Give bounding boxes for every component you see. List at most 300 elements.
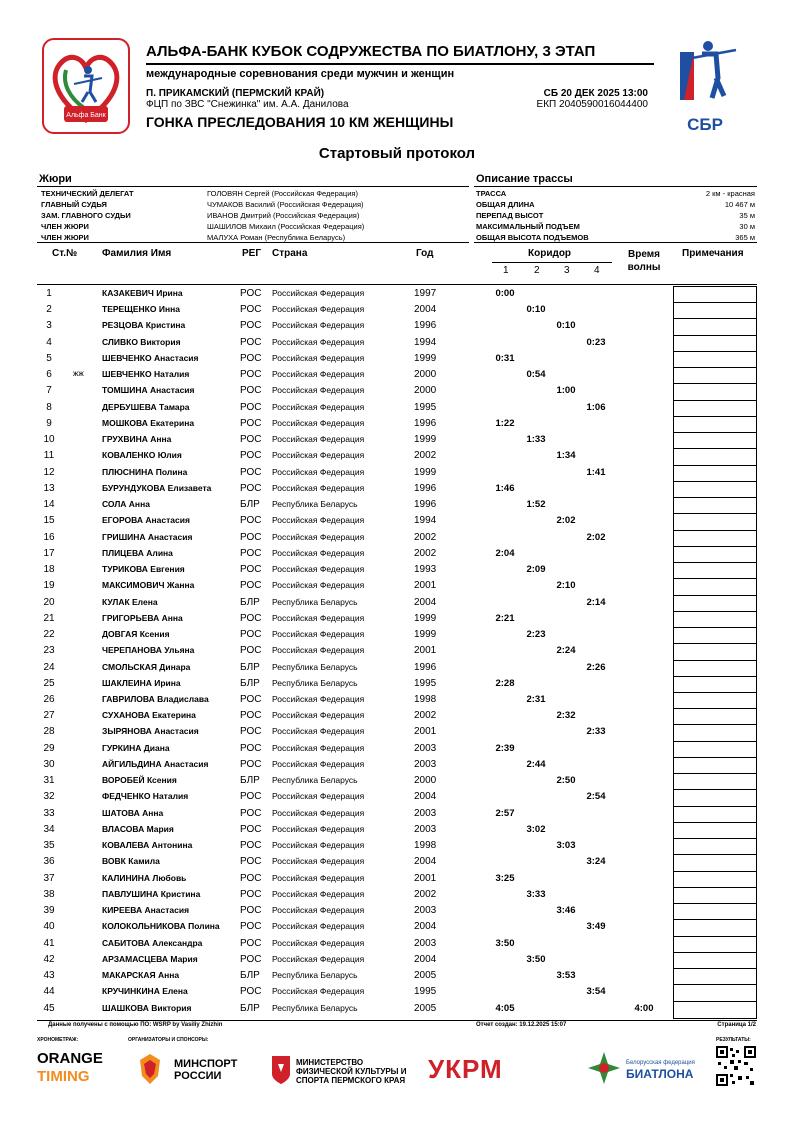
- athlete-region: РОС: [240, 758, 262, 770]
- athlete-region: РОС: [240, 580, 262, 592]
- athlete-region: РОС: [240, 905, 262, 917]
- athlete-country: Российская Федерация: [272, 369, 365, 380]
- alfa-bank-cup-logo: [42, 38, 130, 134]
- athlete-year: 2000: [414, 385, 437, 397]
- table-row: [0, 481, 794, 497]
- notes-cell: [673, 351, 757, 368]
- athlete-name: ТУРИКОВА Евгения: [102, 564, 185, 575]
- start-number: 2: [46, 304, 52, 316]
- start-time: 1:06: [586, 401, 606, 413]
- notes-cell: [673, 465, 757, 482]
- athlete-region: РОС: [240, 434, 262, 446]
- notes-cell: [673, 871, 757, 888]
- start-number: 6: [46, 369, 52, 381]
- track-value: 365 м: [735, 233, 755, 242]
- start-number: 33: [43, 807, 55, 819]
- track-label: ОБЩАЯ ДЛИНА: [476, 200, 535, 209]
- athlete-year: 1996: [414, 499, 437, 511]
- notes-cell: [673, 887, 757, 904]
- athlete-year: 1999: [414, 352, 437, 364]
- athlete-year: 2003: [414, 807, 437, 819]
- start-number: 13: [43, 482, 55, 494]
- table-row: [0, 465, 794, 481]
- athlete-country: Российская Федерация: [272, 807, 365, 818]
- race-title: ГОНКА ПРЕСЛЕДОВАНИЯ 10 КМ ЖЕНЩИНЫ: [146, 114, 454, 130]
- start-number: 8: [46, 401, 52, 413]
- notes-cell: [673, 611, 757, 628]
- notes-cell: [673, 335, 757, 352]
- athlete-country: Российская Федерация: [272, 564, 365, 575]
- table-row: [0, 302, 794, 318]
- orange-timing-line2: TIMING: [37, 1068, 90, 1085]
- perm-ministry-line2: ФИЗИЧЕСКОЙ КУЛЬТУРЫ И: [296, 1067, 407, 1076]
- athlete-year: 1996: [414, 320, 437, 332]
- athlete-country: Российская Федерация: [272, 417, 365, 428]
- athlete-year: 2001: [414, 645, 437, 657]
- table-row: [0, 919, 794, 935]
- athlete-name: БУРУНДУКОВА Елизавета: [102, 482, 212, 493]
- athlete-year: 2002: [414, 450, 437, 462]
- start-time: 3:54: [586, 986, 606, 998]
- table-row: [0, 757, 794, 773]
- start-number: 43: [43, 970, 55, 982]
- athlete-year: 2000: [414, 775, 437, 787]
- athlete-year: 1997: [414, 288, 437, 299]
- jury-role: ЧЛЕН ЖЮРИ: [41, 233, 89, 242]
- athlete-name: КИРЕЕВА Анастасия: [102, 905, 190, 916]
- start-time: 0:10: [526, 304, 546, 316]
- athlete-year: 2003: [414, 758, 437, 770]
- athlete-region: РОС: [240, 466, 262, 478]
- athlete-region: РОС: [240, 742, 262, 754]
- athlete-year: 1994: [414, 336, 437, 348]
- col-name: Фамилия Имя: [102, 248, 172, 259]
- table-row: [0, 773, 794, 789]
- athlete-region: РОС: [240, 417, 262, 429]
- table-row: [0, 854, 794, 870]
- notes-cell: [673, 448, 757, 465]
- notes-cell: [673, 854, 757, 871]
- corridor-divider: [492, 262, 612, 263]
- left-logo-text: Альфа Банк: [66, 112, 106, 119]
- table-row: [0, 984, 794, 1000]
- start-number: 42: [43, 953, 55, 965]
- notes-cell: [673, 286, 757, 303]
- athlete-year: 2002: [414, 710, 437, 722]
- start-time: 2:39: [495, 742, 515, 754]
- biathlon-federation-line2: БИАТЛОНА: [626, 1067, 694, 1081]
- athlete-name: МАКСИМОВИЧ Жанна: [102, 580, 195, 591]
- table-row: [0, 692, 794, 708]
- report-created: Отчет создан: 19.12.2025 15:07: [476, 1022, 567, 1028]
- athlete-country: Российская Федерация: [272, 758, 365, 769]
- athlete-country: Российская Федерация: [272, 320, 365, 331]
- start-number: 21: [43, 612, 55, 624]
- biathlon-federation-emblem-icon: [586, 1050, 622, 1086]
- notes-cell: [673, 822, 757, 839]
- athlete-country: Республика Беларусь: [272, 677, 358, 688]
- athlete-name: ГРУХВИНА Анна: [102, 434, 172, 445]
- athlete-country: Российская Федерация: [272, 872, 365, 883]
- athlete-name: ВОРОБЕЙ Ксения: [102, 775, 177, 786]
- table-row: [0, 530, 794, 546]
- athlete-year: 1996: [414, 661, 437, 673]
- table-row: [0, 887, 794, 903]
- start-number: 14: [43, 499, 55, 511]
- table-row: [0, 724, 794, 740]
- athlete-year: 1999: [414, 629, 437, 641]
- start-number: 34: [43, 823, 55, 835]
- table-row: [0, 513, 794, 529]
- athlete-region: РОС: [240, 515, 262, 527]
- athlete-country: Российская Федерация: [272, 937, 365, 948]
- notes-cell: [673, 903, 757, 920]
- table-row: [0, 903, 794, 919]
- athlete-country: Российская Федерация: [272, 888, 365, 899]
- table-row: [0, 578, 794, 594]
- table-row: [0, 367, 794, 383]
- notes-cell: [673, 919, 757, 936]
- minsport-text: [174, 1058, 237, 1082]
- athlete-country: Российская Федерация: [272, 612, 365, 623]
- start-time: 3:53: [556, 970, 576, 982]
- col-corridor-3: 3: [564, 265, 570, 276]
- athlete-country: Российская Федерация: [272, 580, 365, 591]
- athlete-region: РОС: [240, 823, 262, 835]
- athlete-country: Республика Беларусь: [272, 596, 358, 607]
- timing-label: ХРОНОМЕТРАЖ:: [37, 1037, 79, 1043]
- start-time: 2:23: [526, 629, 546, 641]
- start-time: 0:23: [586, 336, 606, 348]
- athlete-name: ГУРКИНА Диана: [102, 742, 170, 753]
- start-time: 2:32: [556, 710, 576, 722]
- jury-table: [37, 186, 469, 243]
- start-number: 27: [43, 710, 55, 722]
- athlete-name: КОВАЛЕВА Антонина: [102, 840, 193, 851]
- start-time: 2:44: [526, 758, 546, 770]
- track-row: [476, 211, 755, 222]
- athlete-year: 2005: [414, 970, 437, 982]
- athlete-country: Республика Беларусь: [272, 775, 358, 786]
- athlete-year: 2003: [414, 823, 437, 835]
- notes-cell: [673, 383, 757, 400]
- athlete-name: СМОЛЬСКАЯ Динара: [102, 661, 191, 672]
- athlete-region: БЛР: [240, 661, 260, 673]
- start-number: 28: [43, 726, 55, 738]
- notes-cell: [673, 968, 757, 985]
- orange-timing-logo: [37, 1050, 107, 1090]
- title-divider: [146, 63, 654, 65]
- athlete-year: 1995: [414, 401, 437, 413]
- athlete-name: СОЛА Анна: [102, 499, 150, 510]
- event-date: СБ 20 ДЕК 2025 13:00: [543, 88, 648, 99]
- notes-cell: [673, 838, 757, 855]
- perm-ministry-line1: МИНИСТЕРСТВО: [296, 1058, 364, 1067]
- notes-cell: [673, 400, 757, 417]
- table-row: [0, 741, 794, 757]
- athlete-region: РОС: [240, 564, 262, 576]
- athlete-name: КОВАЛЕНКО Юлия: [102, 450, 182, 461]
- athlete-country: Российская Федерация: [272, 450, 365, 461]
- start-number: 7: [46, 385, 52, 397]
- notes-cell: [673, 416, 757, 433]
- notes-cell: [673, 773, 757, 790]
- athlete-country: Российская Федерация: [272, 791, 365, 802]
- minsport-emblem-icon: [134, 1050, 166, 1088]
- athlete-name: ФЕДЧЕНКО Наталия: [102, 791, 189, 802]
- col-corridor-2: 2: [534, 265, 540, 276]
- athlete-country: Российская Федерация: [272, 288, 365, 298]
- athlete-country: Российская Федерация: [272, 336, 365, 347]
- athlete-country: Российская Федерация: [272, 547, 365, 558]
- start-time: 3:33: [526, 888, 546, 900]
- start-number: 45: [43, 1002, 55, 1014]
- notes-cell: [673, 741, 757, 758]
- athlete-name: СУХАНОВА Екатерина: [102, 710, 196, 721]
- jury-member: МАЛУХА Роман (Республика Беларусь): [207, 233, 346, 242]
- notes-cell: [673, 546, 757, 563]
- jury-role: ЗАМ. ГЛАВНОГО СУДЬИ: [41, 211, 131, 220]
- athlete-name: КАЛИНИНА Любовь: [102, 872, 187, 883]
- notes-cell: [673, 660, 757, 677]
- start-time: 3:25: [495, 872, 515, 884]
- start-time: 2:09: [526, 564, 546, 576]
- track-value: 10 467 м: [724, 200, 755, 209]
- ukrm-logo: УКРМ: [428, 1054, 503, 1084]
- perm-ministry-text: [296, 1058, 406, 1085]
- notes-cell: [673, 562, 757, 579]
- track-row: [476, 200, 755, 211]
- start-number: 40: [43, 921, 55, 933]
- table-row: [0, 351, 794, 367]
- minsport-line2: РОССИИ: [174, 1070, 222, 1082]
- athlete-year: 1996: [414, 417, 437, 429]
- athlete-year: 1994: [414, 515, 437, 527]
- table-row: [0, 968, 794, 984]
- start-number: 41: [43, 937, 55, 949]
- notes-cell: [673, 481, 757, 498]
- notes-cell: [673, 367, 757, 384]
- start-time: 3:02: [526, 823, 546, 835]
- athlete-year: 2000: [414, 369, 437, 381]
- athlete-year: 2002: [414, 888, 437, 900]
- start-number: 17: [43, 547, 55, 559]
- event-subtitle: международные соревнования среди мужчин и женщин: [146, 68, 455, 80]
- start-time: 1:00: [556, 385, 576, 397]
- track-value: 30 м: [739, 222, 755, 231]
- athlete-country: Российская Федерация: [272, 385, 365, 396]
- start-time: 1:33: [526, 434, 546, 446]
- notes-cell: [673, 432, 757, 449]
- biathlon-federation-line1: Белорусская федерация: [626, 1060, 695, 1066]
- start-number: 1: [46, 288, 52, 299]
- athlete-name: ПАВЛУШИНА Кристина: [102, 888, 201, 899]
- start-time: 2:24: [556, 645, 576, 657]
- table-row: [0, 595, 794, 611]
- results-qr-code[interactable]: [716, 1046, 756, 1086]
- start-number: 24: [43, 661, 55, 673]
- athlete-year: 2004: [414, 856, 437, 868]
- notes-cell: [673, 952, 757, 969]
- athlete-country: Российская Федерация: [272, 953, 365, 964]
- ekp-number: ЕКП 2040590016044400: [536, 99, 648, 110]
- results-label: РЕЗУЛЬТАТЫ:: [716, 1037, 751, 1043]
- athlete-mark: жж: [73, 369, 84, 379]
- start-time: 0:10: [556, 320, 576, 332]
- athlete-region: РОС: [240, 694, 262, 705]
- table-row: [0, 1001, 794, 1017]
- notes-cell: [673, 789, 757, 806]
- jury-member: ИВАНОВ Дмитрий (Российская Федерация): [207, 211, 360, 220]
- athlete-year: 2004: [414, 596, 437, 608]
- table-row: [0, 627, 794, 643]
- athlete-year: 2004: [414, 304, 437, 316]
- start-time: 2:10: [556, 580, 576, 592]
- athlete-name: АЙГИЛЬДИНА Анастасия: [102, 758, 209, 769]
- location: П. ПРИКАМСКИЙ (ПЕРМСКИЙ КРАЙ): [146, 88, 325, 99]
- table-row: [0, 432, 794, 448]
- notes-cell: [673, 757, 757, 774]
- notes-cell: [673, 497, 757, 514]
- athlete-country: Российская Федерация: [272, 352, 365, 363]
- athlete-country: Российская Федерация: [272, 726, 365, 737]
- venue: ФЦП по ЗВС "Снежинка" им. А.А. Данилова: [146, 99, 349, 110]
- track-value: 35 м: [739, 211, 755, 220]
- athlete-name: ШАШКОВА Виктория: [102, 1002, 192, 1013]
- athlete-name: СЛИВКО Виктория: [102, 336, 181, 347]
- start-time: 1:22: [495, 417, 515, 429]
- jury-role: ТЕХНИЧЕСКИЙ ДЕЛЕГАТ: [41, 189, 134, 198]
- athlete-country: Российская Федерация: [272, 905, 365, 916]
- start-number: 30: [43, 758, 55, 770]
- jury-role: ГЛАВНЫЙ СУДЬЯ: [41, 200, 107, 209]
- athlete-name: ШЕВЧЕНКО Анастасия: [102, 352, 199, 363]
- athlete-region: РОС: [240, 547, 262, 559]
- athlete-country: Российская Федерация: [272, 986, 365, 997]
- start-number: 39: [43, 905, 55, 917]
- athlete-country: Российская Федерация: [272, 531, 365, 542]
- start-number: 29: [43, 742, 55, 754]
- athlete-region: РОС: [240, 612, 262, 624]
- start-time: 1:52: [526, 499, 546, 511]
- athlete-country: Российская Федерация: [272, 434, 365, 445]
- athlete-region: РОС: [240, 352, 262, 364]
- table-row: [0, 611, 794, 627]
- wave-time: 4:00: [634, 1002, 654, 1014]
- athlete-country: Российская Федерация: [272, 921, 365, 932]
- start-time: 3:24: [586, 856, 606, 868]
- notes-cell: [673, 1001, 757, 1019]
- athlete-name: ГРИШИНА Анастасия: [102, 531, 193, 542]
- table-row: [0, 497, 794, 513]
- table-row: [0, 838, 794, 854]
- athlete-year: 2001: [414, 580, 437, 592]
- athlete-name: КОЛОКОЛЬНИКОВА Полина: [102, 921, 220, 932]
- start-time: 2:54: [586, 791, 606, 803]
- jury-member: ШАШИЛОВ Михаил (Российская Федерация): [207, 222, 365, 231]
- minsport-line1: МИНСПОРТ: [174, 1058, 238, 1070]
- athlete-region: РОС: [240, 953, 262, 965]
- table-row: [0, 660, 794, 676]
- start-number: 25: [43, 677, 55, 689]
- sbr-logo: [672, 38, 738, 138]
- start-time: 3:49: [586, 921, 606, 933]
- athlete-region: РОС: [240, 629, 262, 641]
- start-number: 35: [43, 840, 55, 852]
- athlete-region: РОС: [240, 791, 262, 803]
- col-year: Год: [416, 248, 434, 259]
- start-number: 23: [43, 645, 55, 657]
- athlete-country: Республика Беларусь: [272, 970, 358, 981]
- start-number: 37: [43, 872, 55, 884]
- athlete-name: ПЛЮСНИНА Полина: [102, 466, 188, 477]
- athlete-country: Республика Беларусь: [272, 1002, 358, 1013]
- col-reg: РЕГ: [242, 248, 262, 259]
- athlete-name: ЕГОРОВА Анастасия: [102, 515, 190, 526]
- athlete-country: Российская Федерация: [272, 482, 365, 493]
- athlete-name: РЕЗЦОВА Кристина: [102, 320, 186, 331]
- start-number: 36: [43, 856, 55, 868]
- start-number: 5: [46, 352, 52, 364]
- athlete-name: САБИТОВА Александра: [102, 937, 203, 948]
- athlete-year: 1995: [414, 677, 437, 689]
- start-time: 4:05: [495, 1002, 515, 1014]
- track-value: 2 км - красная: [705, 189, 755, 198]
- start-time: 2:14: [586, 596, 606, 608]
- start-time: 2:28: [495, 677, 515, 689]
- start-time: 2:02: [586, 531, 606, 543]
- start-time: 2:50: [556, 775, 576, 787]
- athlete-year: 2005: [414, 1002, 437, 1014]
- start-number: 11: [43, 450, 55, 462]
- athlete-region: РОС: [240, 726, 262, 738]
- start-time: 1:46: [495, 482, 515, 494]
- notes-cell: [673, 578, 757, 595]
- athlete-year: 2003: [414, 937, 437, 949]
- athlete-name: КУЛАК Елена: [102, 596, 158, 607]
- athlete-region: БЛР: [240, 677, 260, 689]
- table-row: [0, 400, 794, 416]
- athlete-name: ШАКЛЕИНА Ирина: [102, 677, 181, 688]
- notes-cell: [673, 530, 757, 547]
- col-notes: Примечания: [682, 248, 744, 259]
- athlete-region: РОС: [240, 840, 262, 852]
- start-number: 20: [43, 596, 55, 608]
- table-row: [0, 643, 794, 659]
- athlete-country: Российская Федерация: [272, 856, 365, 867]
- start-time: 2:04: [495, 547, 515, 559]
- protocol-title: Стартовый протокол: [318, 145, 476, 162]
- start-number: 22: [43, 629, 55, 641]
- athlete-region: БЛР: [240, 596, 260, 608]
- event-title: АЛЬФА-БАНК КУБОК СОДРУЖЕСТВА ПО БИАТЛОНУ, 3 ЭТАП: [146, 43, 596, 60]
- athlete-region: РОС: [240, 320, 262, 332]
- athlete-year: 1993: [414, 564, 437, 576]
- track-row: [476, 233, 755, 244]
- athlete-region: РОС: [240, 645, 262, 657]
- athlete-country: Российская Федерация: [272, 515, 365, 526]
- athlete-year: 1996: [414, 482, 437, 494]
- start-number: 19: [43, 580, 55, 592]
- start-number: 3: [46, 320, 52, 332]
- athlete-country: Российская Федерация: [272, 694, 365, 704]
- athlete-name: ТЕРЕЩЕНКО Инна: [102, 304, 180, 315]
- start-number: 15: [43, 515, 55, 527]
- athlete-region: РОС: [240, 304, 262, 316]
- table-row: [0, 789, 794, 805]
- start-number: 16: [43, 531, 55, 543]
- athlete-country: Республика Беларусь: [272, 499, 358, 510]
